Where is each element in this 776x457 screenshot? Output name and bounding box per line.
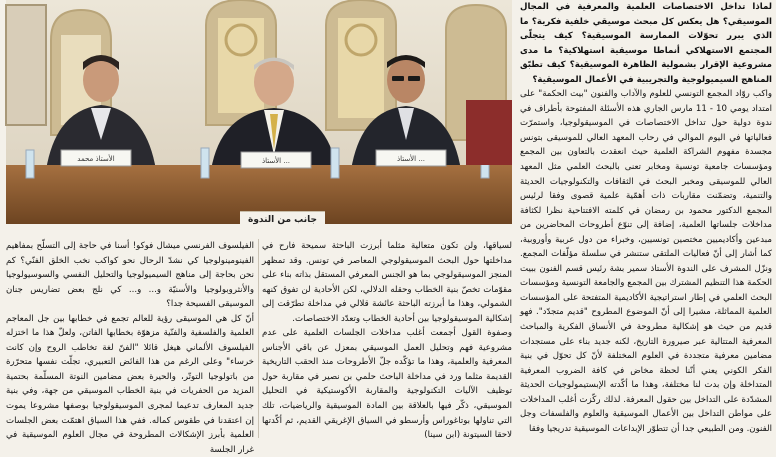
paragraph: وصفوة القول أجمعت أغلب مداخلات الجلسات العلمية على عدم مشروعية فهم وتحليل العمل الموسيقي بمعزل عن باقي الأجناس المعرفية والعلمية، وهذا ما تؤكّده جلّ الأطروحات منذ الحقب التاريخية القديمة مثلما ورد في مداخلة الباحث حلمي بن نصير في مقاربة حول توظيف الآليات التكنولوجية والمقاربة الأكوستيكية في التحليل الموسيقي، ذكّر فيها بالعلاقة بين المادة الموسيقية والرياضيات، تلك التي تناولها بوتاغوراس وأرسطو في السياق الإغريقي القديم، ثم أكّدتها لاحقا السيتونة (ابن سينا) [262,328,512,441]
paragraph: لماذا تداخل الاختصاصات العلمية والمعرفية في المجال الموسيقي؟ هل يعكس كل مبحث موسيقي خلفية فكرية؟ ما الذي يبرر تحوّلات الممارسة الموسيقية؟ كيف يتجلّى المجتمع الاستهلاكي أنماطا موسيقية استهلاكية؟ ما مدى مشروعية الإقرار بشمولية الظاهرة الموسيقية؟ كيف تطبّق المناهج السيميولوجية والتجريبية في الأعمال الموسيقية؟ [520,2,772,85]
paragraph: لسياقها، ولن تكون متعالية مثلما أبرزت الباحثة سميحة فارح في مداخلتها حول البحث الموسيقولوجي المعاصر في تونس. وقد تمظهر المنجز الموسيقولوجي بما هو الجنس المعرفي المستقل بذاته بناء على مقوّمات تخصّ بنية الخطاب وحقله الدلالي، لكن الأحادية لن تفوق كنهه الشمولي، وهذا ما أبرزته الباحثة عائشة قلالي في مداخلة تطرّقت إلى إشكالية الموسيقولوجيا بين أحادية الخطاب وتعدّد الاختصاصات. [262,241,512,324]
conference-photo [6,0,512,224]
name-plate-text: الأستاذ ... [396,155,426,163]
article-column-middle [262,239,512,441]
red-chair [466,100,512,165]
paragraph: واكب روّاد المجمع التونسي للعلوم والآداب والفنون "بيت الحكمة" على امتداد يومي 10 - 11 مارس الجاري هذه الأسئلة المفتوحة بأطراف في ندوة دولية حول تداخل الاختصاصات في الموسيقولوجيا، واستمرّت فعالياتها في اليوم الموالي في رحاب المعهد العالي للموسيقى بتونس مجسدة مفهوم الشراكة العلمية حيث انعقدت بالتعاون بين المجمع ومؤسسات جامعية تونسية ومخابر تعنى بالبحث العلمي مثل المعهد العالي للموسيقى ومخبر البحث في الثقافات والتكنولوجيات الحديثة والتنمية، وتضمّنت مقاربات ذات أهمّية علمية قصوى وفقا لرئيس المجمع الدكتور محمود بن رمضان في كلمته الافتتاحية نظرا لكثافة مداخلات جلساتها العلمية، إضافة إلى تنوّع أطروحات المحاضرين من مبدعين وأكاديميين مختصين تونسيين، وخبراء من دول عربية وأوروبية، كما أشار إلى أنّ فعاليات الملتقى ستنشر في سلسلة مؤلّفات المجمع. ونزّل المشرف على الندوة الأستاذ سمير بشة رئيس قسم الفنون ببيت الحكمة هذا التنظيم المشترك بين المجمع والجامعة التونسية ومؤسسات البحث العلمي في إطار استراتيجية الأكاديمية المتفتحة على المؤسسات العلمية المماثلة، مشيرا إلى أنّ الموضوع المطروح "قديم متجدّد". فهو قديم من حيث هو إشكالية مطروحة في الأنساق الفكرية والمباحث المعرفية المتتالية عبر صيرورة التاريخ، لكنه جديد بناء على مستجدات مضامين معرفية متجددة في العلوم المختلفة لأنّ كل تحوّل في بنية الفكر الكوني يعني أنّنا لحظة مخاض في كافة الضروب المعرفية المتداخلة وإن بدت لنا مختلفة، وهذا ما أكّدته الإبستيمولوجيات الحديثة المشدّدة على التداخل بين حقول المعرفة. لذلك ركّزت أغلب المداخلات على مواطن التداخل بين الأعمال الموسيقية والعلوم والفلسفات وجل الفنون. ومن الطبيعي جدا أن تتطوّر الإبداعات الموسيقية تدريجيا وفقا [520,89,772,434]
paragraph: الفيلسوف الفرنسي ميشال فوكو! أسنا في حاجة إلى التسلّح بمفاهيم الفينومينولوجيا كي نشدّ الرحال نحو كواكب نخب الخلق الفنّي؟ كم نحن بحاجة إلى مناهج السيميولوجيا والتحليل النفسي والسوسيولوجيا والأنثروبولوجيا والأسنيّة و... و... كي نلج بعض تضاريس جنان الموسيقى الفسيحة جدا؟ [6,241,254,310]
column-divider [258,239,259,438]
water-bottle [331,148,339,178]
paragraph: أنّ كل هي الموسيقى رؤية للعالم تجمع في خطابها بين جل المعاجم العلمية والفلسفية والفنّية مزهوّة بخطابها الفاتن، ولعلّ هذا ما اختزله الفيلسوف الألماني هيغل قائلا "الفنّ لغة تخاطب الروح وإن كانت خرساء" وعلى الرغم من هذا الفائض التعبيري، تجلّت نفسها متحرّرة من باتولوجيا التوتّر، والحيرة بعض مضامين النوتة المسلّمة بحتمية المزيد من الحفريات في بنية الخطاب الموسيقي من جهة، وفي بنية جديد المعارف تدعيما لمجرى الموسيقولوجيا بوصفها مشروعا يموت إن اعتقدنا في طقوس كماله. ففي هذا السياق اهتمّت بعض الجلسات العلمية بأبرز الإشكالات المطروحة في مجال العلوم الموسيقية في غرار الجلسة [6,313,254,455]
water-bottle [26,150,34,178]
photo-illustration [6,0,512,224]
arched-window-center-right [326,0,396,130]
article-column-left [6,239,254,455]
wall-frame [6,5,46,125]
name-plate-text: الأستاذ محمد [77,155,115,163]
article-column-right [520,0,772,438]
water-bottle [201,148,209,178]
name-plate-text: الأستاذ ... [261,157,291,165]
photo-caption: جانب من الندوة [240,211,325,228]
